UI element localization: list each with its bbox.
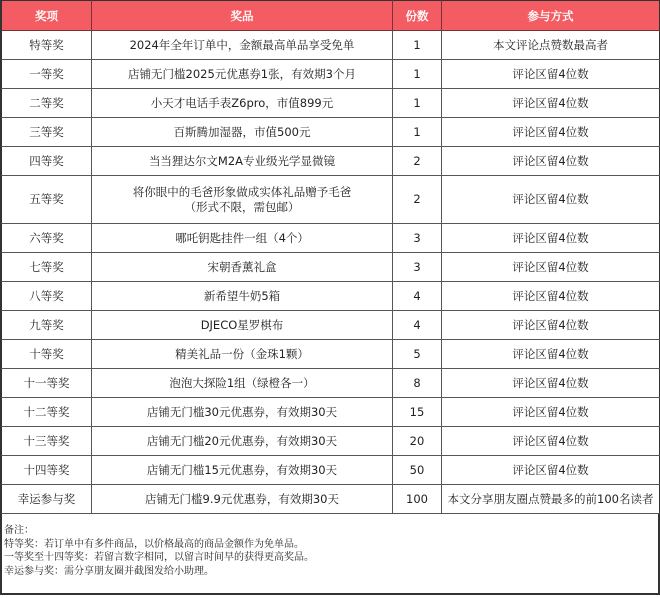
notes-section (1, 514, 659, 594)
table-row (2, 427, 660, 456)
table-row (2, 311, 660, 340)
cell-level: 三等奖 (2, 118, 92, 147)
cell-count: 8 (393, 369, 442, 398)
cell-count: 5 (393, 340, 442, 369)
cell-prize: 店铺无门槛9.9元优惠券，有效期30天 (92, 485, 393, 514)
cell-level: 特等奖 (2, 31, 92, 60)
cell-prize: 百斯腾加湿器，市值500元 (92, 118, 393, 147)
cell-method: 评论区留4位数 (442, 89, 660, 118)
cell-prize: DJECO星罗棋布 (92, 311, 393, 340)
cell-level: 十三等奖 (2, 427, 92, 456)
cell-level: 六等奖 (2, 224, 92, 253)
cell-prize: 泡泡大探险1组（绿橙各一） (92, 369, 393, 398)
cell-method: 评论区留4位数 (442, 311, 660, 340)
cell-level: 九等奖 (2, 311, 92, 340)
cell-level: 十一等奖 (2, 369, 92, 398)
cell-level: 八等奖 (2, 282, 92, 311)
cell-count: 100 (393, 485, 442, 514)
cell-prize: 哪吒钥匙挂件一组（4个） (92, 224, 393, 253)
cell-count: 3 (393, 224, 442, 253)
table-header-row (2, 1, 660, 31)
cell-level: 四等奖 (2, 147, 92, 176)
cell-level: 七等奖 (2, 253, 92, 282)
cell-method: 评论区留4位数 (442, 398, 660, 427)
cell-method: 评论区留4位数 (442, 253, 660, 282)
table-row (2, 282, 660, 311)
cell-prize-line1: 将你眼中的毛爸形象做成实体礼品赠予毛爸 (132, 184, 352, 199)
cell-method: 评论区留4位数 (442, 282, 660, 311)
table-row (2, 176, 660, 224)
cell-level: 十等奖 (2, 340, 92, 369)
cell-method: 评论区留4位数 (442, 60, 660, 89)
cell-method: 评论区留4位数 (442, 176, 660, 224)
header-count: 份数 (393, 1, 442, 31)
table-row (2, 398, 660, 427)
cell-prize: 新希望牛奶5箱 (92, 282, 393, 311)
cell-count: 1 (393, 60, 442, 89)
cell-level: 二等奖 (2, 89, 92, 118)
table-row (2, 224, 660, 253)
cell-prize: 店铺无门槛20元优惠券，有效期30天 (92, 427, 393, 456)
header-method: 参与方式 (442, 1, 660, 31)
cell-prize: 精美礼品一份（金珠1颗） (92, 340, 393, 369)
cell-method: 本文评论点赞数最高者 (442, 31, 660, 60)
table-row (2, 118, 660, 147)
cell-prize-line2: （形式不限，需包邮） (184, 199, 300, 214)
cell-level: 十四等奖 (2, 456, 92, 485)
cell-method: 评论区留4位数 (442, 118, 660, 147)
table-row (2, 340, 660, 369)
table-row (2, 60, 660, 89)
header-level: 奖项 (2, 1, 92, 31)
cell-count: 2 (393, 147, 442, 176)
cell-method: 评论区留4位数 (442, 427, 660, 456)
cell-prize: 当当狸达尔文M2A专业级光学显微镜 (92, 147, 393, 176)
cell-prize (92, 176, 393, 224)
cell-prize: 2024年全年订单中，金额最高单品享受免单 (92, 31, 393, 60)
table-row (2, 485, 660, 514)
table-row (2, 253, 660, 282)
cell-prize: 宋朝香薰礼盒 (92, 253, 393, 282)
cell-count: 1 (393, 31, 442, 60)
notes-title: 备注： (4, 525, 34, 536)
cell-count: 20 (393, 427, 442, 456)
cell-prize: 店铺无门槛2025元优惠券1张，有效期3个月 (92, 60, 393, 89)
header-prize: 奖品 (92, 1, 393, 31)
notes-line: 一等奖至十四等奖：若留言数字相同，以留言时间早的获得更高奖品。 (4, 552, 314, 563)
cell-count: 15 (393, 398, 442, 427)
table-row (2, 89, 660, 118)
cell-count: 1 (393, 89, 442, 118)
cell-count: 50 (393, 456, 442, 485)
cell-level: 五等奖 (2, 176, 92, 224)
cell-prize: 小天才电话手表Z6pro，市值899元 (92, 89, 393, 118)
cell-method: 评论区留4位数 (442, 147, 660, 176)
cell-prize: 店铺无门槛30元优惠券，有效期30天 (92, 398, 393, 427)
cell-method: 评论区留4位数 (442, 340, 660, 369)
cell-count: 4 (393, 282, 442, 311)
cell-level: 一等奖 (2, 60, 92, 89)
table-row (2, 369, 660, 398)
cell-count: 1 (393, 118, 442, 147)
cell-method: 评论区留4位数 (442, 369, 660, 398)
cell-level: 幸运参与奖 (2, 485, 92, 514)
cell-method: 本文分享朋友圈点赞最多的前100名读者 (442, 485, 660, 514)
notes-line: 特等奖：若订单中有多件商品，以价格最高的商品金额作为免单品。 (4, 538, 304, 550)
cell-level: 十二等奖 (2, 398, 92, 427)
cell-prize: 店铺无门槛15元优惠券，有效期30天 (92, 456, 393, 485)
cell-method: 评论区留4位数 (442, 224, 660, 253)
cell-count: 2 (393, 176, 442, 224)
cell-method: 评论区留4位数 (442, 456, 660, 485)
table-row (2, 31, 660, 60)
prize-table (1, 0, 660, 514)
table-row (2, 456, 660, 485)
notes-line: 幸运参与奖：需分享朋友圈并截图发给小助理。 (4, 565, 214, 577)
table-row (2, 147, 660, 176)
cell-count: 3 (393, 253, 442, 282)
cell-count: 4 (393, 311, 442, 340)
